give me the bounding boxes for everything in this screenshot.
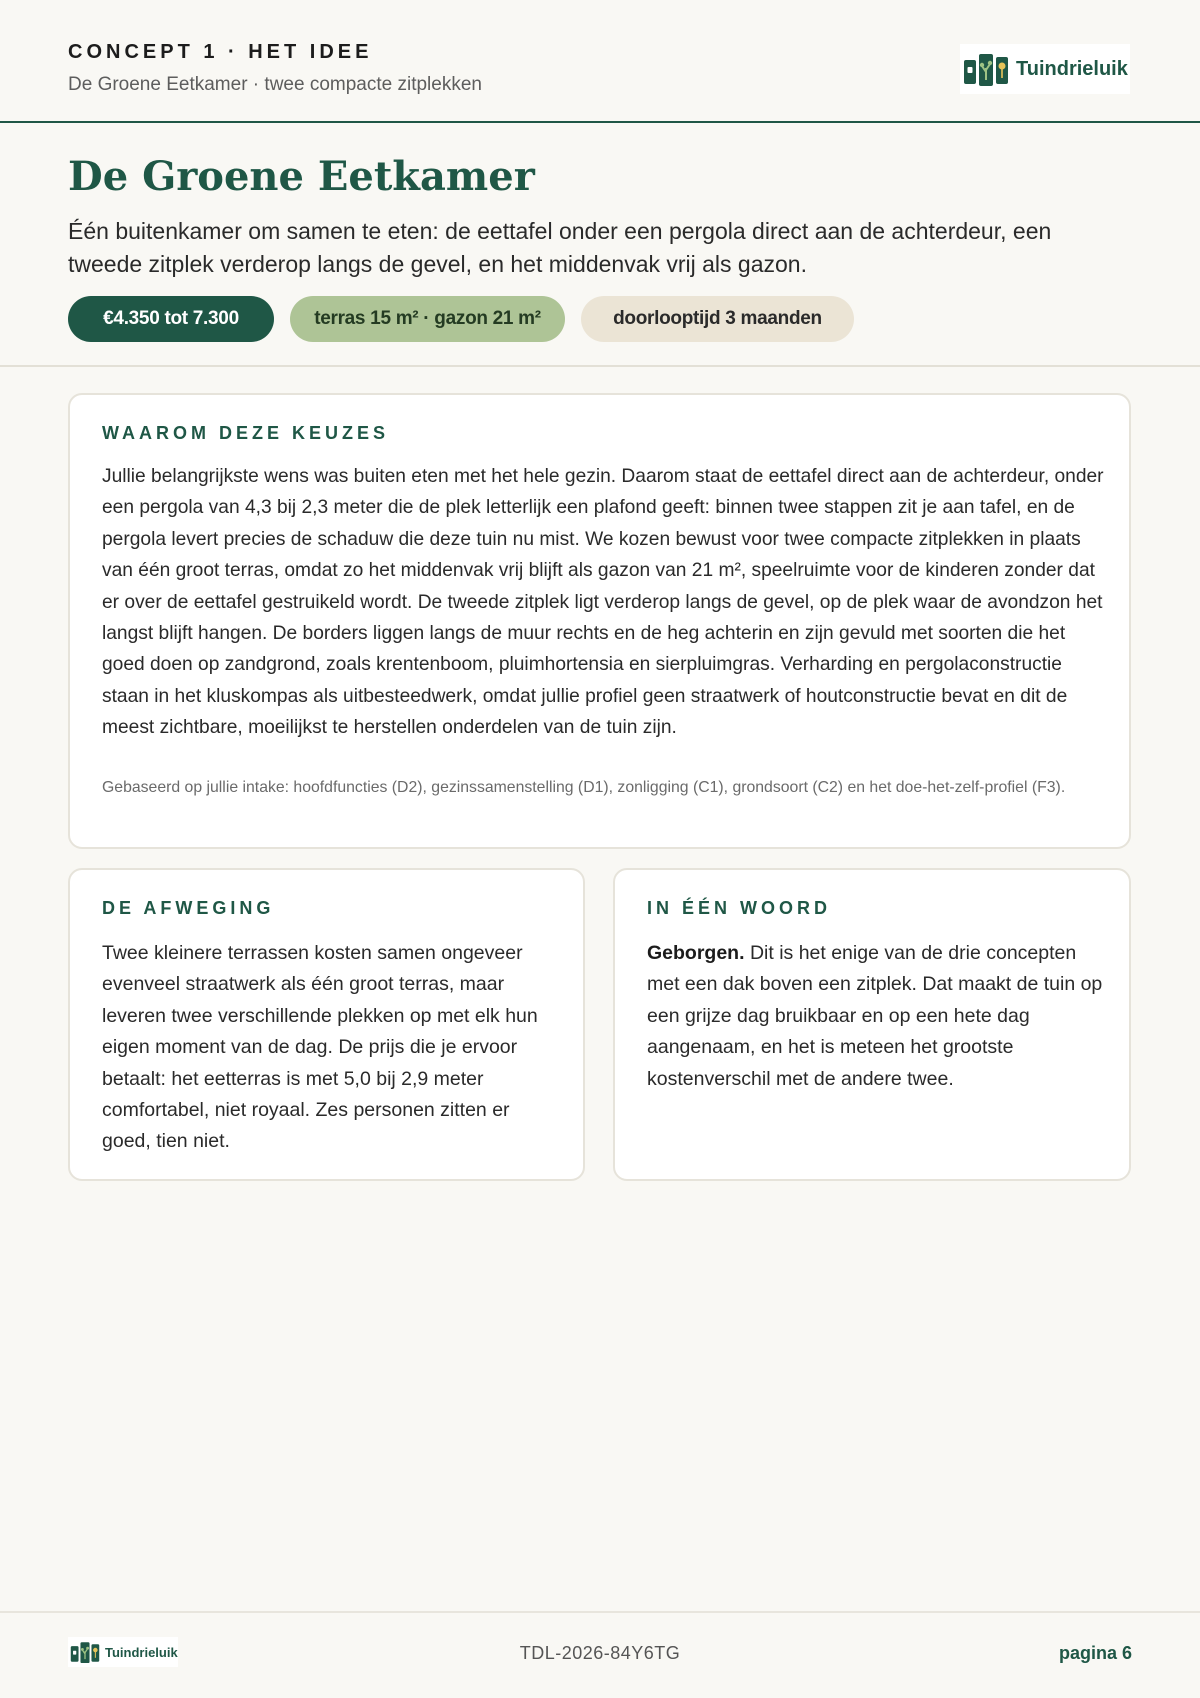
three-panel-tree-logo-icon — [964, 52, 1008, 86]
tradeoff-body: Twee kleinere terrassen kosten samen ongeveer evenveel straatwerk als één groot terras, maar leveren twee verschillende plekken op met elk hun eigen moment van de dag. De prijs die je ervoor betaalt: het eetterras is met 5,0 bij 2,9 meter comfortabel, niet royaal. Zes personen zitten er goed, tien niet. — [102, 942, 538, 1153]
price-tag: €4.350 tot 7.300 — [68, 296, 274, 342]
summary-tags — [68, 296, 854, 342]
brand-name: Tuindrieluik — [1016, 57, 1128, 80]
one-word-card — [613, 868, 1131, 1181]
why-heading: WAAROM DEZE KEUZES — [102, 423, 390, 443]
why-body: Jullie belangrijkste wens was buiten eten met het hele gezin. Daarom staat de eettafel direct aan de achterdeur, onder een pergola van 4,3 bij 2,3 meter die de plek letterlijk een plafond geeft: binnen twee stappen zit je aan tafel, en de pergola levert precies de schaduw die deze tuin nu mist. We kozen bewust voor twee compacte zitplekken in plaats van één groot terras, omdat zo het middenvak vrij blijft als gazon van 21 m², speelruimte voor de kinderen zonder dat er over de eettafel gestruikeld wordt. De tweede zitplek ligt verderop langs de gevel, op de plek waar de avondzon het langst blijft hangen. De borders liggen langs de muur rechts en de heg achterin en zijn gevuld met soorten die het goed doen op zandgrond, zoals krentenboom, pluimhortensia en sierpluimgras. Verharding en pergolaconstructie staan in het kluskompas als uitbesteedwerk, omdat jullie profiel geen straatwerk of houtconstructie bevat en dit de meest zichtbare, moeilijkst te herstellen onderdelen van de tuin zijn. — [102, 466, 1104, 739]
hero-lead: Één buitenkamer om samen te eten: de eettafel onder een pergola direct aan de achterdeur, een tweede zitplek verderop langs de gevel, en het middenvak vrij als gazon. — [68, 218, 1052, 277]
concept-hero — [0, 123, 1200, 367]
size-tag: terras 15 m² · gazon 21 m² — [290, 296, 565, 342]
why-source-note: Gebaseerd op jullie intake: hoofdfuncties (D2), gezinssamenstelling (D1), zonligging (C1), grondsoort (C2) en het doe-het-zelf-profiel (F3). — [102, 779, 1066, 796]
footer-brand-name: Tuindrieluik — [105, 1644, 178, 1660]
brand-logo — [960, 44, 1130, 94]
page-number: pagina 6 — [1058, 1643, 1132, 1663]
concept-subtitle: De Groene Eetkamer · twee compacte zitplekken — [68, 74, 482, 95]
one-word-heading: IN ÉÉN WOORD — [647, 898, 832, 918]
one-word-text: Dit is het enige van de drie concepten met een dak boven een zitplek. Dat maakt de tuin op een grijze dag bruikbaar en op een hete dag aangenaam, en het is meteen het grootste kostenverschil met de andere twee. — [647, 942, 1103, 1090]
document-code: TDL-2026-84Y6TG — [519, 1643, 681, 1663]
page-footer — [0, 1611, 1200, 1698]
one-word-keyword: Geborgen. — [647, 942, 745, 964]
tradeoff-heading: DE AFWEGING — [102, 898, 275, 918]
one-word-body — [647, 938, 1107, 1095]
duration-tag: doorlooptijd 3 maanden — [581, 296, 854, 342]
why-card — [68, 393, 1131, 849]
tradeoff-card — [68, 868, 585, 1181]
page-title: De Groene Eetkamer — [68, 153, 535, 200]
page-header — [0, 0, 1200, 123]
concept-eyebrow: CONCEPT 1 · HET IDEE — [68, 41, 373, 63]
